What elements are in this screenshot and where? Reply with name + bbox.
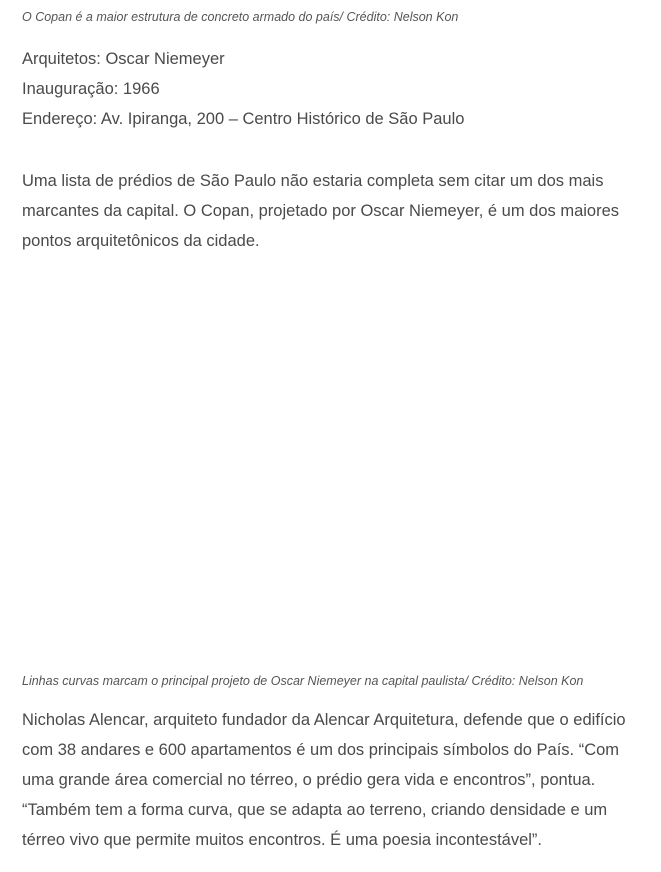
paragraph-quote: Nicholas Alencar, arquiteto fundador da Alencar Arquitetura, defende que o edifício com 38 andares e 600 apartamentos é um dos principais símbolos do País. “Com uma grande área comercial no térreo, o prédio gera vida e encontros”, pontua. “Também tem a forma curva, que se adapta ao terreno, criando densidade e um térreo vivo que permite muitos encontros. É uma poesia incontestável”. xyxy=(22,711,626,849)
image-placeholder xyxy=(22,268,627,663)
paragraph-intro: Uma lista de prédios de São Paulo não estaria completa sem citar um dos mais marcantes da capital. O Copan, projetado por Oscar Niemeyer, é um dos maiores pontos arquitetônicos da cidade. xyxy=(22,172,620,250)
building-info xyxy=(22,44,464,134)
architects-line: Arquitetos: Oscar Niemeyer xyxy=(22,50,225,68)
inauguration-line: Inauguração: 1966 xyxy=(22,80,160,98)
image-caption-top: O Copan é a maior estrutura de concreto armado do país/ Crédito: Nelson Kon xyxy=(22,10,459,24)
address-line: Endereço: Av. Ipiranga, 200 – Centro Histórico de São Paulo xyxy=(22,110,465,128)
image-caption-bottom: Linhas curvas marcam o principal projeto de Oscar Niemeyer na capital paulista/ Crédito: Nelson Kon xyxy=(22,674,584,688)
